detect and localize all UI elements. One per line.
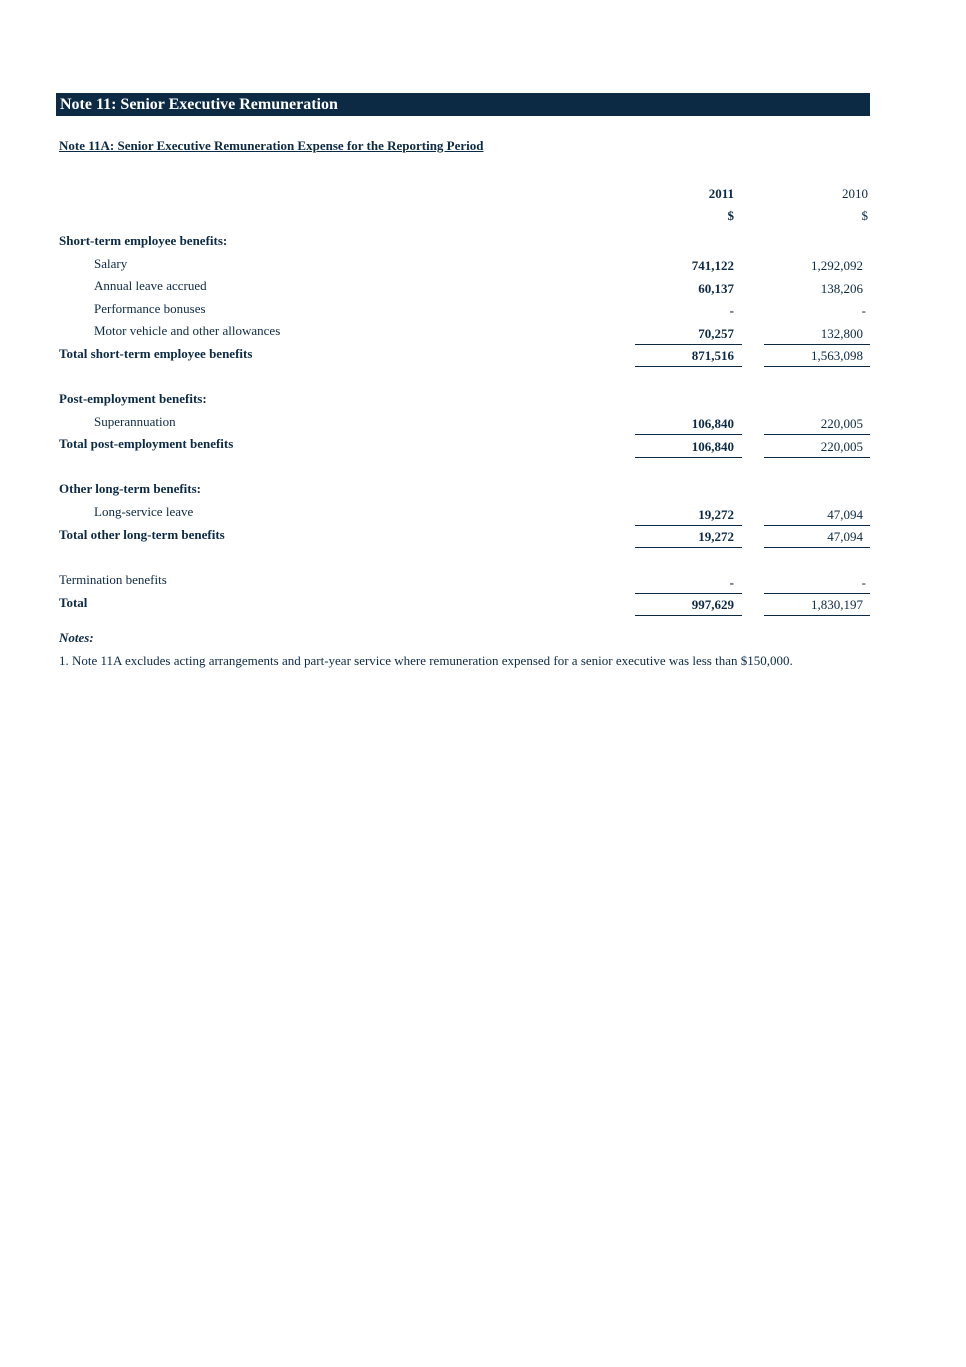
rule-top-2011-total	[635, 593, 742, 594]
value-2011-total-other-long-term: 19,272	[698, 529, 734, 544]
value-2010-termination-benefits: -	[861, 575, 866, 590]
note-subtitle: Note 11A: Senior Executive Remuneration Expense for the Reporting Period	[59, 138, 484, 153]
value-2010-annual-leave: 138,206	[820, 281, 863, 296]
row-label-motor-vehicle: Motor vehicle and other allowances	[94, 323, 281, 338]
row-label-superannuation: Superannuation	[94, 414, 176, 429]
value-2011-grand-total: 997,629	[691, 597, 734, 612]
row-label-performance-bonuses: Performance bonuses	[94, 301, 206, 316]
row-label-annual-leave: Annual leave accrued	[94, 278, 207, 293]
note-item: 1. Note 11A excludes acting arrangements and part-year service where remuneration expensed for a senior executive was less than $150,000.	[59, 653, 793, 668]
rule-bottom-2011-other-long-term	[635, 547, 742, 548]
rule-top-2010-short-term	[764, 344, 870, 345]
rule-bottom-2011-short-term	[635, 366, 742, 367]
note-title-banner: Note 11: Senior Executive Remuneration	[56, 93, 870, 116]
rule-top-2010-other-long-term	[764, 525, 870, 526]
section-heading-short-term: Short-term employee benefits:	[59, 233, 228, 248]
row-label-termination-benefits: Termination benefits	[59, 572, 167, 587]
rule-top-2010-post-employment	[764, 434, 870, 435]
rule-bottom-2011-post-employment	[635, 457, 742, 458]
row-label-total-other-long-term: Total other long-term benefits	[59, 527, 225, 542]
notes-label: Notes:	[59, 630, 94, 645]
rule-top-2011-short-term	[635, 344, 742, 345]
column-unit-2010: $	[861, 208, 868, 223]
rule-bottom-2010-post-employment	[764, 457, 870, 458]
rule-bottom-2010-total	[764, 615, 870, 616]
rule-bottom-2010-short-term	[764, 366, 870, 367]
rule-top-2011-post-employment	[635, 434, 742, 435]
rule-top-2010-total	[764, 593, 870, 594]
section-heading-other-long-term: Other long-term benefits:	[59, 481, 202, 496]
value-2011-total-post-employment: 106,840	[691, 439, 734, 454]
value-2010-salary: 1,292,092	[811, 258, 863, 273]
value-2011-termination-benefits: -	[729, 575, 734, 590]
rule-bottom-2011-total	[635, 615, 742, 616]
rule-top-2011-other-long-term	[635, 525, 742, 526]
row-label-total-short-term: Total short-term employee benefits	[59, 346, 253, 361]
value-2011-annual-leave: 60,137	[698, 281, 734, 296]
value-2011-long-service-leave: 19,272	[698, 507, 734, 522]
value-2010-grand-total: 1,830,197	[811, 597, 863, 612]
row-label-grand-total: Total	[59, 595, 88, 610]
column-header-2011: 2011	[708, 186, 734, 201]
value-2010-superannuation: 220,005	[820, 416, 863, 431]
value-2010-total-post-employment: 220,005	[820, 439, 863, 454]
value-2010-motor-vehicle: 132,800	[820, 326, 863, 341]
row-label-total-post-employment: Total post-employment benefits	[59, 436, 234, 451]
section-heading-post-employment: Post-employment benefits:	[59, 391, 207, 406]
column-unit-2011: $	[727, 208, 734, 223]
value-2011-salary: 741,122	[691, 258, 734, 273]
value-2010-long-service-leave: 47,094	[827, 507, 863, 522]
value-2011-superannuation: 106,840	[691, 416, 734, 431]
column-header-2010: 2010	[842, 186, 868, 201]
value-2011-motor-vehicle: 70,257	[698, 326, 734, 341]
rule-bottom-2010-other-long-term	[764, 547, 870, 548]
row-label-salary: Salary	[94, 256, 128, 271]
value-2011-total-short-term: 871,516	[691, 348, 734, 363]
value-2011-performance-bonuses: -	[729, 303, 734, 318]
value-2010-total-other-long-term: 47,094	[827, 529, 863, 544]
value-2010-total-short-term: 1,563,098	[811, 348, 863, 363]
row-label-long-service-leave: Long-service leave	[94, 504, 194, 519]
value-2010-performance-bonuses: -	[861, 303, 866, 318]
